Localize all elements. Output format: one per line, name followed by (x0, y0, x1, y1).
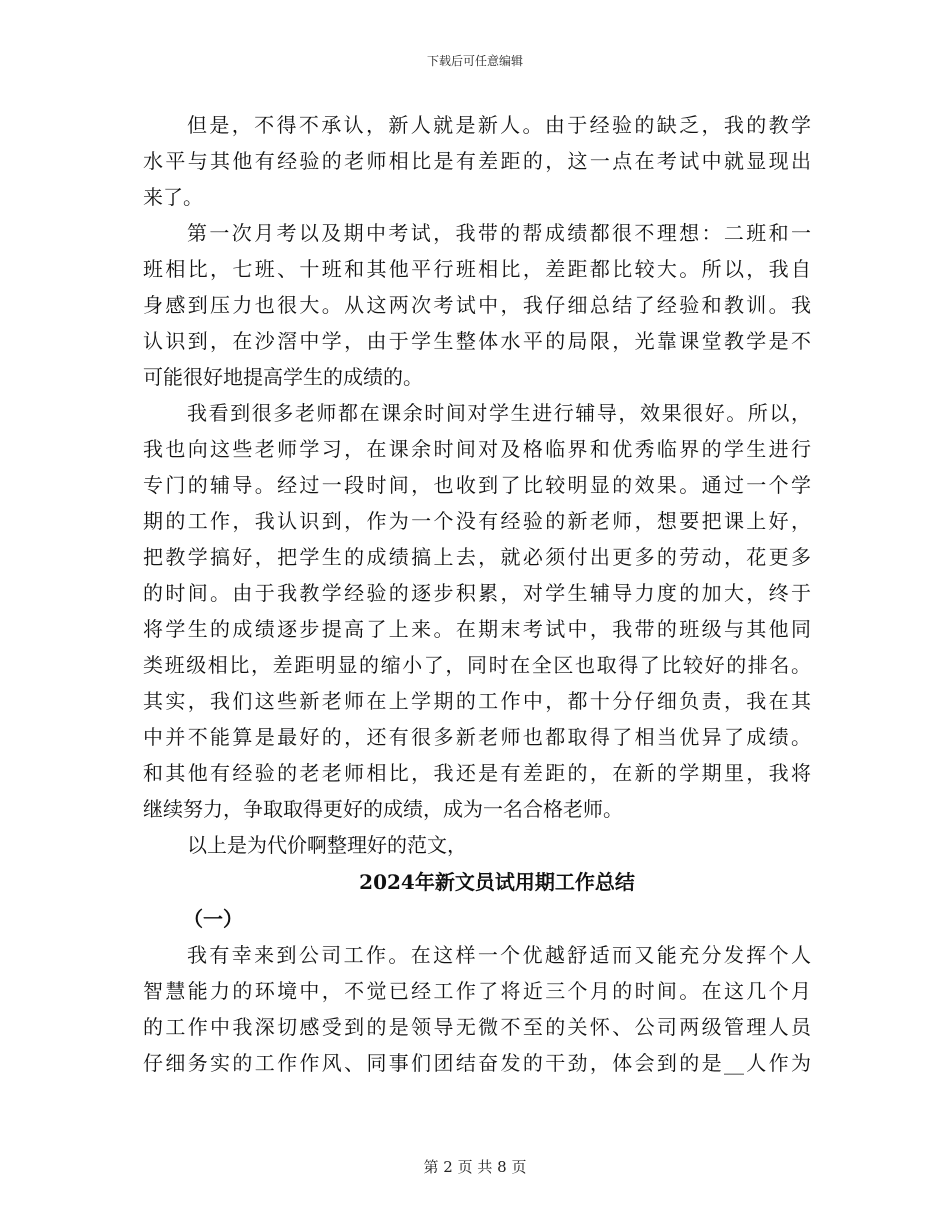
page-footer: 第 2 页 共 8 页 (423, 1158, 527, 1176)
text-line: 将学生的成绩逐步提高了上来。在期末考试中，我带的班级与其他同 (143, 617, 811, 641)
page-header: 下载后可任意编辑 (426, 54, 523, 68)
text-line: 第一次月考以及期中考试，我带的帮成绩都很不理想：二班和一 (187, 221, 811, 245)
text-line: 期的工作，我认识到，作为一个没有经验的新老师，想要把课上好， (143, 509, 811, 533)
text-line: 和其他有经验的老老师相比，我还是有差距的，在新的学期里，我将 (143, 761, 811, 785)
text-line: 专门的辅导。经过一段时间，也收到了比较明显的效果。通过一个学 (143, 473, 811, 497)
paragraph-3 (143, 395, 811, 827)
text-line: 仔细务实的工作作风、同事们团结奋发的干劲，体会到的是__人作为 (143, 1051, 811, 1075)
text-line: 类班级相比，差距明显的缩小了，同时在全区也取得了比较好的排名。 (143, 653, 811, 677)
text-line: 水平与其他有经验的老师相比是有差距的，这一点在考试中就显现出 (143, 149, 811, 173)
paragraph-1 (143, 107, 811, 215)
text-line: 认识到，在沙滘中学，由于学生整体水平的局限，光靠课堂教学是不 (143, 329, 811, 353)
text-line: 但是，不得不承认，新人就是新人。由于经验的缺乏，我的教学 (187, 113, 811, 137)
text-line: 以上是为代价啊整理好的范文， (187, 833, 467, 857)
paragraph-2 (143, 215, 811, 395)
text-line: 中并不能算是最好的，还有很多新老师也都取得了相当优异了成绩。 (143, 725, 811, 749)
text-line: 我有幸来到公司工作。在这样一个优越舒适而又能充分发挥个人 (187, 943, 811, 967)
text-line: 身感到压力也很大。从这两次考试中，我仔细总结了经验和教训。我 (143, 293, 811, 317)
text-line: 智慧能力的环境中，不觉已经工作了将近三个月的时间。在这几个月 (143, 979, 811, 1003)
document-body (143, 107, 811, 1081)
paragraph-4 (143, 827, 811, 863)
section-label: （一） (183, 907, 243, 931)
text-line: 把教学搞好，把学生的成绩搞上去，就必须付出更多的劳动，花更多 (143, 545, 811, 569)
text-line: 继续努力，争取取得更好的成绩，成为一名合格老师。 (143, 797, 623, 821)
text-line: 我也向这些老师学习，在课余时间对及格临界和优秀临界的学生进行 (143, 437, 811, 461)
text-line: 的时间。由于我教学经验的逐步积累，对学生辅导力度的加大，终于 (143, 581, 811, 605)
text-line: 我看到很多老师都在课余时间对学生进行辅导，效果很好。所以， (187, 401, 811, 425)
text-line: 可能很好地提高学生的成绩的。 (143, 365, 423, 389)
text-line: 的工作中我深切感受到的是领导无微不至的关怀、公司两级管理人员 (143, 1015, 811, 1039)
text-line: 来了。 (143, 185, 203, 209)
paragraph-5 (143, 937, 811, 1081)
section-title: 2024年新文员试用期工作总结 (359, 870, 635, 894)
text-line: 班相比，七班、十班和其他平行班相比，差距都比较大。所以，我自 (143, 257, 811, 281)
text-line: 其实，我们这些新老师在上学期的工作中，都十分仔细负责，我在其 (143, 689, 811, 713)
